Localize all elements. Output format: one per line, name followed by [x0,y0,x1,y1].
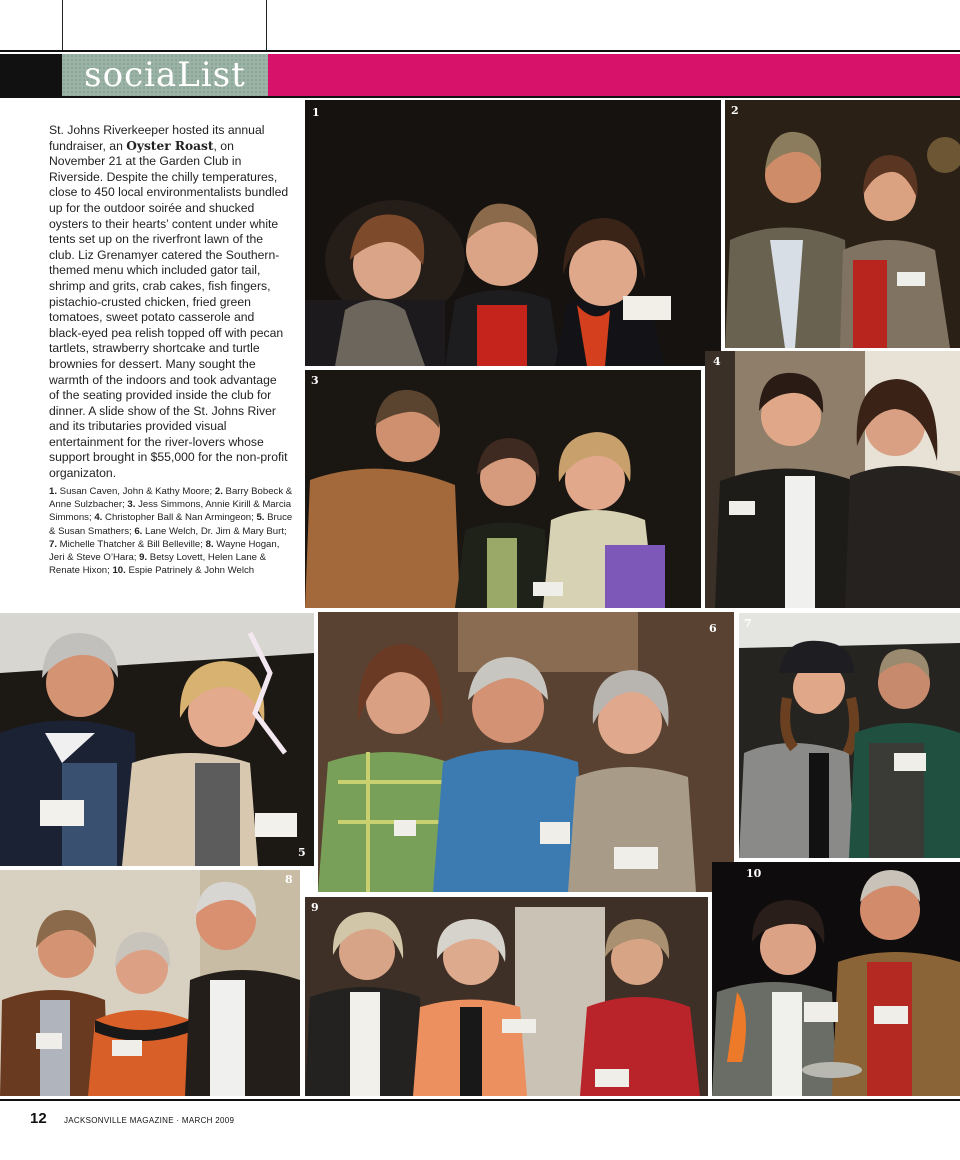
section-title: sociaList [84,55,246,95]
caption-names: Betsy Lovett, Helen Lane & Renate Hixon; [49,552,267,577]
caption-number: 6. [134,525,143,537]
caption-number: 7. [49,538,58,550]
photo-number: 10 [746,867,762,880]
photo-number: 4 [713,355,721,368]
caption-names: Michelle Thatcher & Bill Belleville; [57,538,206,550]
caption-number: 10. [112,565,126,577]
header-pink-band [268,54,960,96]
caption-names: Wayne Hogan, Jeri & Steve O’Hara; [49,538,280,564]
caption-names: Espie Patrinely & John Welch [125,565,255,577]
header-black-band [0,54,62,96]
intro-text-start: St. Johns Riverkeeper hosted its annual fundraiser, an [49,123,265,153]
event-photo-9 [305,897,708,1096]
event-photo-5 [0,613,314,866]
photo-number: 6 [709,622,717,635]
caption-number: 3. [127,499,136,511]
caption-number: 1. [49,486,58,497]
caption-number: 9. [139,552,148,564]
photo-captions [49,485,294,577]
event-photo-2 [725,100,960,348]
caption-names: Christopher Ball & Nan Armingeon; [102,512,257,524]
caption-number: 5. [256,512,265,524]
caption-names: Barry Bobeck & Anne Sulzbacher; [49,486,293,511]
caption-names: Bruce & Susan Smathers; [49,512,293,537]
event-photo-3 [305,370,701,608]
header-divider-right [266,0,267,51]
caption-names: Lane Welch, Dr. Jim & Mary Burt; [142,525,287,537]
caption-number: 8. [205,538,214,550]
photo-number: 7 [744,617,752,630]
caption-number: 2. [214,486,223,497]
article-intro [49,123,289,482]
photo-number: 1 [312,106,320,119]
header-rule-top [0,50,960,52]
header-divider-left [62,0,63,51]
caption-number: 4. [94,512,103,524]
event-photo-10 [712,862,960,1096]
event-photo-6 [318,612,734,892]
event-photo-8 [0,870,300,1096]
publication-line: JACKSONVILLE MAGAZINE · MARCH 2009 [64,1116,235,1125]
caption-names: Jess Simmons, Annie Kirill & Marcia Simmons; [49,499,292,524]
event-photo-1 [305,100,721,366]
photo-number: 8 [285,873,293,886]
photo-number: 3 [311,374,319,387]
event-photo-4 [705,351,960,608]
caption-names: Susan Caven, John & Kathy Moore; [57,486,215,497]
footer-rule [0,1099,960,1101]
photo-number: 9 [311,901,319,914]
intro-text-rest: , on November 21 at the Garden Club in Riverside. Despite the chilly temperatures, close to 450 local environmentalists bundled up for the outdoor soirée and shucked oysters to their hearts’ content under white tents set up on the riverfront lawn of the club. Liz Grenamyer catered the Southern-themed menu which included gator tail, shrimp and grits, crab cakes, fish fingers, pistachio-crusted chicken, fried green tomatoes, sweet potato casserole and black-eyed pea relish topped off with pecan tartlets, strawberry shortcake and turtle brownies for dessert. Many sought the warmth of the indoors and took advantage of the seating provided inside the club for dinner. A slide show of the St. Johns River and its tributaries provided visual entertainment for the river-lovers whose support brought in $55,000 for the non-profit organizaton. [49,138,289,481]
intro-event-name: Oyster Roast [126,138,214,153]
photo-number: 5 [298,846,306,859]
event-photo-7 [739,613,960,858]
photo-number: 2 [731,104,739,117]
header-rule-bottom [0,96,960,98]
section-title-box [62,54,268,96]
page-number: 12 [30,1110,47,1127]
